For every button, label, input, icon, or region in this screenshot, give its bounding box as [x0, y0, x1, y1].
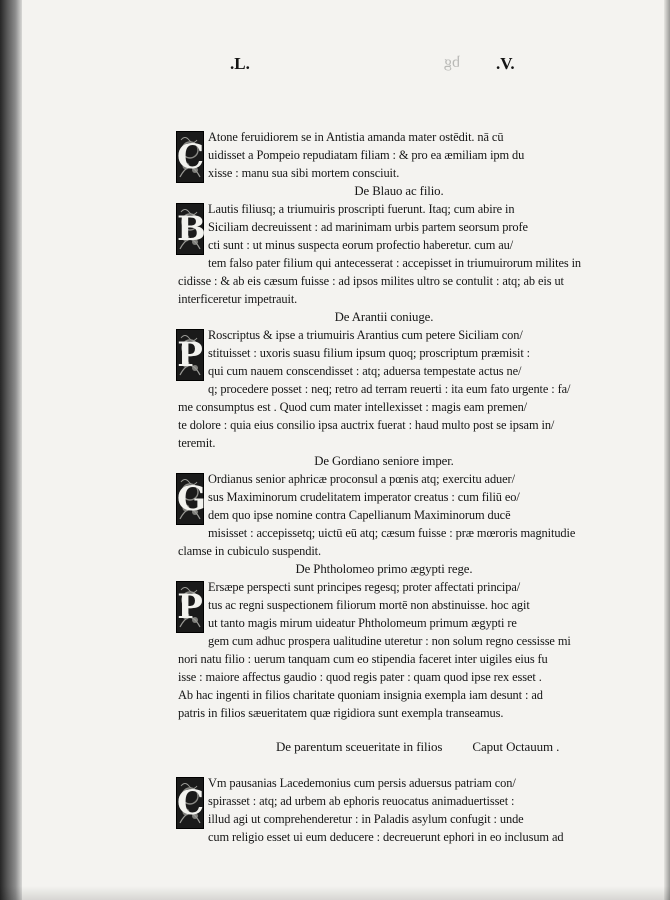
text-line: teremit.	[178, 436, 216, 450]
text-block	[178, 128, 590, 846]
text-line: cum religio esset ui eum deducere : decreuerunt ephori in eo inclusum ad	[208, 830, 564, 844]
text-line: Siciliam decreuissent : ad marinimam urbis partem seorsum profe	[208, 220, 528, 234]
decorated-initial	[176, 473, 204, 525]
initial-letter: P	[177, 587, 203, 627]
text-line: Atone feruidiorem se in Antistia amanda mater ostēdit. nā cū	[208, 130, 504, 144]
section-heading: De Arantii coniuge.	[334, 310, 434, 324]
section-heading: De Gordiano seniore imper.	[314, 454, 454, 468]
paragraph	[178, 578, 590, 722]
chapter-heading	[178, 734, 590, 760]
paragraph	[178, 774, 590, 846]
text-line: sus Maximinorum crudelitatem imperator creatus : cum filiū eo/	[208, 490, 520, 504]
text-line: Roscriptus & ipse a triumuiris Arantius cum petere Siciliam con/	[208, 328, 523, 342]
text-line: xisse : manu sua sibi mortem consciuit.	[208, 166, 400, 180]
text-line: q; procedere posset : neq; retro ad terram reuerti : ita eum fato urgente : fa/	[208, 382, 571, 396]
paragraph	[178, 470, 590, 560]
text-line: spirasset : atq; ad urbem ab ephoris reuocatus animaduertisset :	[208, 794, 515, 808]
paragraph	[178, 326, 590, 452]
text-line: stituisset : uxoris suasu filium ipsum quoq; proscriptum præmisit :	[208, 346, 531, 360]
paragraph	[178, 128, 590, 182]
decorated-initial	[176, 777, 204, 829]
text-line: Vm pausanias Lacedemonius cum persis aduersus patriam con/	[208, 776, 516, 790]
text-line: interficeretur impetrauit.	[178, 292, 298, 306]
folio-header-right: .V.	[496, 54, 515, 73]
decorated-initial	[176, 131, 204, 183]
paragraph	[178, 200, 590, 308]
text-line: uidisset a Pompeio repudiatam filiam : & pro ea æmiliam ipm du	[208, 148, 525, 162]
text-line: clamse in cubiculo suspendit.	[178, 544, 322, 558]
text-line: ut tanto magis mirum uideatur Phtholomeum primum ægypti re	[208, 616, 517, 630]
text-line: isse : maiore affectus gaudio : quod regis pater : quam quod ipse rex esset .	[178, 670, 542, 684]
page-edge	[664, 0, 670, 900]
section-heading: De Blauo ac filio.	[354, 184, 444, 198]
bleed-through-text: bg	[444, 54, 460, 71]
text-line: cti sunt : ut minus suspecta eorum profectio haberetur. cum au/	[208, 238, 514, 252]
chapter-title: De parentum sceueritate in filios	[276, 739, 443, 754]
decorated-initial	[176, 329, 204, 381]
text-line: dem quo ipse nomine contra Capellianum Maximinorum ducē	[208, 508, 511, 522]
text-line: tem falso pater filium qui antecesserat : accepisset in triumuirorum milites in	[208, 256, 582, 270]
text-line: Ersæpe perspecti sunt principes regesq; proter affectati principa/	[208, 580, 521, 594]
text-line: Ordianus senior aphricæ proconsul a pœnis atq; exercitu aduer/	[208, 472, 515, 486]
decorated-initial	[176, 581, 204, 633]
text-line: Ab hac ingenti in filios charitate quoniam insignia exempla iam desunt : ad	[178, 688, 543, 702]
text-line: illud agi ut comprehenderetur : in Paladis asylum confugit : unde	[208, 812, 524, 826]
text-line: qui cum nauem conscendisset : atq; aduersa tempestate actus ne/	[208, 364, 522, 378]
section-heading: De Phtholomeo primo ægypti rege.	[295, 562, 473, 576]
initial-letter: G	[177, 479, 206, 519]
initial-letter: C	[177, 783, 204, 823]
text-line: Lautis filiusq; a triumuiris proscripti fuerunt. Itaq; cum abire in	[208, 202, 515, 216]
initial-letter: C	[177, 137, 204, 177]
text-line: tus ac regni suspectionem filiorum mortē non abstinuisse. hoc agit	[208, 598, 530, 612]
text-line: te dolore : quia eius consilio ipsa auctrix fuerat : haud multo post se ipsam in/	[178, 418, 555, 432]
folio-header-left: .L.	[230, 54, 250, 73]
text-line: me consumptus est . Quod cum mater intellexisset : magis eam premen/	[178, 400, 528, 414]
text-line: nori natu filio : uerum tanquam cum eo stipendia faceret inter uigiles eius fu	[178, 652, 548, 666]
initial-letter: B	[177, 209, 206, 249]
decorated-initial	[176, 203, 204, 255]
book-spine	[0, 0, 22, 900]
initial-letter: P	[177, 335, 203, 375]
page-shadow	[0, 886, 670, 900]
text-line: gem cum adhuc prospera ualitudine uteretur : non solum regno cessisse mi	[208, 634, 571, 648]
chapter-number: Caput Octauum .	[472, 739, 560, 754]
text-line: cidisse : & ab eis cæsum fuisse : ad ipsos milites ultro se contulit : atq; ab eis ut	[178, 274, 564, 288]
text-line: misisset : accepissetq; uictū eū atq; cæsum fuisse : præ mœroris magnitudie	[208, 526, 576, 540]
text-line: patris in filios sæueritatem quæ rigidiora sunt exempla transeamus.	[178, 706, 504, 720]
